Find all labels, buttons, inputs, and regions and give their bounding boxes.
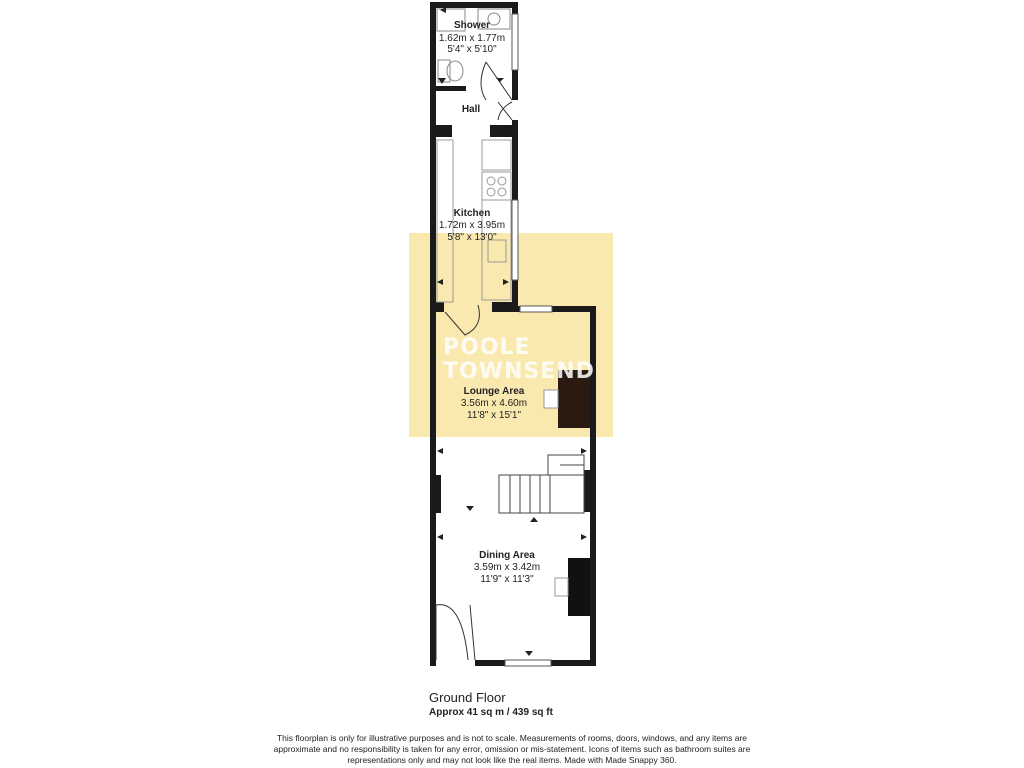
watermark-line2: TOWNSEND bbox=[443, 359, 595, 384]
kitchen-dim-m: 1.72m x 3.95m bbox=[438, 220, 506, 231]
dining-fireplace bbox=[568, 558, 590, 616]
shower-dim-m: 1.62m x 1.77m bbox=[438, 33, 506, 44]
staircase bbox=[499, 455, 584, 513]
lounge-dim-ft: 11'8" x 15'1" bbox=[466, 410, 522, 421]
dining-name: Dining Area bbox=[479, 550, 535, 561]
watermark-line1: POOLE bbox=[443, 335, 531, 360]
kitchen-dim-ft: 5'8" x 13'0" bbox=[447, 232, 497, 243]
lounge-name: Lounge Area bbox=[463, 386, 525, 397]
dining-hearth bbox=[555, 578, 568, 596]
lounge-dim-m: 3.56m x 4.60m bbox=[460, 398, 528, 409]
hall-name: Hall bbox=[461, 104, 481, 115]
dining-dim-m: 3.59m x 3.42m bbox=[473, 562, 541, 573]
floor-area: Approx 41 sq m / 439 sq ft bbox=[429, 707, 553, 718]
shower-name: Shower bbox=[453, 20, 491, 31]
lounge-hearth bbox=[544, 390, 558, 408]
shower-dim-ft: 5'4" x 5'10" bbox=[447, 44, 497, 55]
dining-dim-ft: 11'9" x 11'3" bbox=[480, 574, 534, 585]
kitchen-name: Kitchen bbox=[453, 208, 491, 219]
floor-title: Ground Floor bbox=[429, 690, 506, 705]
disclaimer: This floorplan is only for illustrative purposes and is not to scale. Measurements of rooms, doors, windows, and any items are approximate and no responsibility is taken for any error, omission or mis-statement. Icons of items such as bathroom suites are representations only and may not look like the real items. Made with Made Snappy 360. bbox=[273, 733, 751, 765]
